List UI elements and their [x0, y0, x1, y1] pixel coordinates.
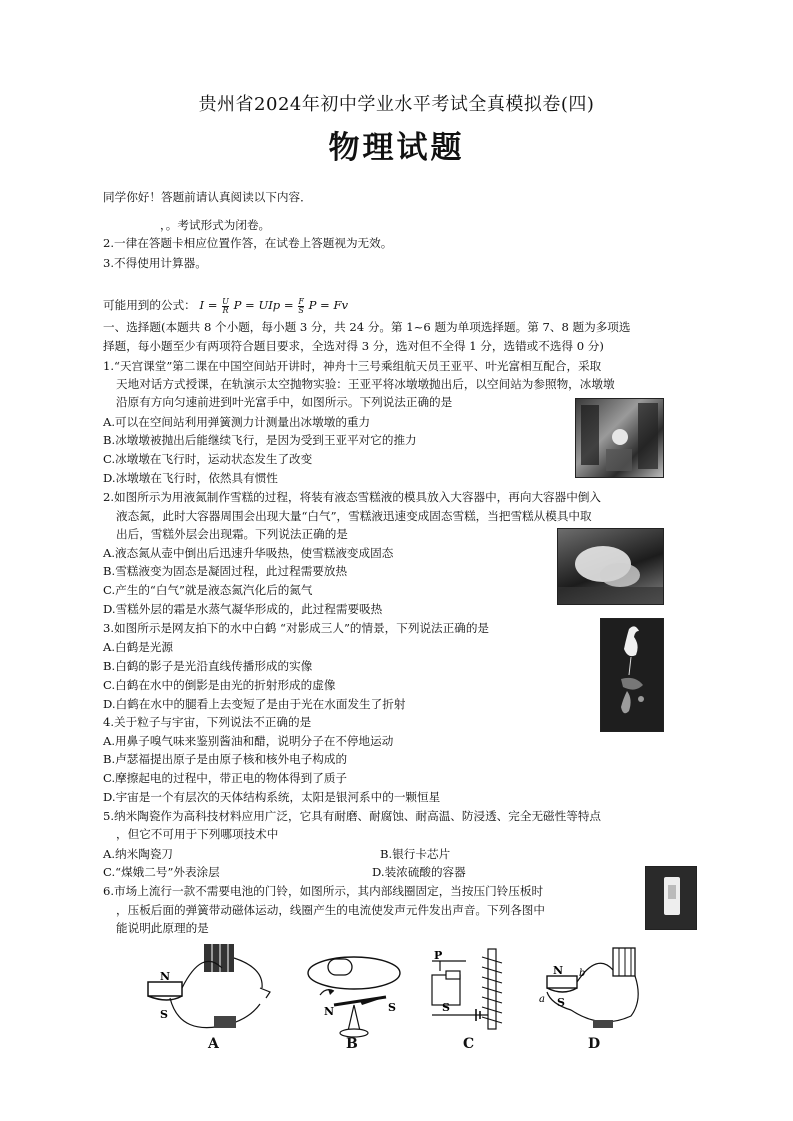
q2-stem-1: 2.如图所示为用液氮制作雪糕的过程，将装有液态雪糕液的模具放入大容器中，再向大容器中倒入 — [103, 490, 602, 504]
q5-option-d: D.装浓硫酸的容器 — [372, 865, 466, 879]
instruction-greeting: 同学你好！答题前请认真阅读以下内容． — [103, 190, 312, 204]
q1-option-d: D.冰墩墩在飞行时，依然具有惯性 — [103, 471, 278, 485]
figure-b-s-label: S — [388, 1001, 396, 1014]
q4-option-a: A.用鼻子嗅气味来鉴别酱油和醋，说明分子在不停地运动 — [103, 734, 394, 748]
q1-space-station-photo — [575, 398, 664, 478]
q3-option-a: A.白鹤是光源 — [103, 640, 174, 654]
q5-stem-2: ，但它不可用于下列哪项技术中 — [116, 827, 279, 841]
q2-liquid-nitrogen-photo — [557, 528, 664, 605]
q6-stem-2: ，压板后面的弹簧带动磁体运动，线圈产生的电流使发声元件发出声音。下列各图中 — [116, 903, 545, 917]
q5-option-b: B.银行卡芯片 — [380, 847, 451, 861]
q2-stem-2: 液态氮，此时大容器周围会出现大量“白气”，雪糕液迅速变成固态雪糕，当把雪糕从模具中取 — [116, 509, 592, 523]
q5-option-c: C.“煤娥二号”外表涂层 — [103, 865, 220, 879]
section-heading-1: 一、选择题(本题共 8 个小题，每小题 3 分，共 24 分。第 1~6 题为单项选择题。第 7、8 题为多项选 — [103, 320, 631, 334]
instruction-note-1: ，。考试形式为闭卷。 — [160, 218, 271, 232]
figure-d-a-label: a — [539, 994, 545, 1005]
formula-line — [103, 296, 348, 315]
subject-title: 物理试题 — [328, 130, 465, 166]
figure-b-label: B — [346, 1036, 358, 1052]
figure-d-motor-circuit — [535, 940, 645, 1040]
q4-option-d: D.宇宙是一个有层次的天体结构系统，太阳是银河系中的一颗恒星 — [103, 790, 441, 804]
figure-a-n-label: N — [160, 970, 171, 983]
section-heading-2: 择题，每小题至少有两项符合题目要求，全选对得 3 分，选对但不全得 1 分，选错或不选得 0 分) — [103, 339, 604, 353]
formula-fraction-fs: $\frac{F}{S}$ — [298, 296, 304, 315]
q6-stem-1: 6.市场上流行一款不需要电池的门铃，如图所示，其内部线圈固定，当按压门铃压板时 — [103, 884, 544, 898]
q1-option-c: C.冰墩墩在飞行时，运动状态发生了改变 — [103, 452, 313, 466]
q2-stem-3: 出后，雪糕外层会出现霜。下列说法正确的是 — [116, 527, 348, 541]
instruction-note-3: 3.不得使用计算器。 — [103, 256, 207, 270]
formula-power: P = UIp = — [233, 298, 294, 312]
figure-b-compass-wire — [300, 945, 410, 1045]
q2-option-c: C.产生的“白气”就是液态氮汽化后的氮气 — [103, 583, 313, 597]
q4-option-c: C.摩擦起电的过程中，带正电的物体得到了质子 — [103, 771, 348, 785]
q4-stem-1: 4.关于粒子与宇宙，下列说法不正确的是 — [103, 715, 312, 729]
q1-option-a: A.可以在空间站利用弹簧测力计测量出冰墩墩的重力 — [103, 415, 371, 429]
formula-power-velocity: P = Fv — [308, 298, 349, 312]
figure-d-n-label: N — [553, 964, 564, 977]
exam-title: 贵州省2024年初中学业水平考试全真模拟卷(四) — [198, 94, 595, 115]
figure-c-s-label: S — [442, 1001, 450, 1014]
figure-b-n-label: N — [324, 1005, 335, 1018]
q2-option-b: B.雪糕液变为固态是凝固过程，此过程需要放热 — [103, 564, 348, 578]
q3-option-c: C.白鹤在水中的倒影是由光的折射形成的虚像 — [103, 678, 336, 692]
figure-c-label: C — [463, 1036, 475, 1052]
figure-a-label: A — [208, 1036, 219, 1052]
figure-a-s-label: S — [160, 1008, 168, 1021]
figure-d-s-label: S — [557, 996, 565, 1009]
formula-current: I = — [199, 298, 218, 312]
q4-option-b: B.卢瑟福提出原子是由原子核和核外电子构成的 — [103, 752, 348, 766]
q6-doorbell-photo — [645, 866, 697, 930]
figure-d-label: D — [588, 1036, 601, 1052]
q1-stem-3: 沿原有方向匀速前进到叶光富手中，如图所示。下列说法正确的是 — [116, 395, 453, 409]
figure-c-electromagnet — [420, 945, 520, 1040]
q1-option-b: B.冰墩墩被抛出后能继续飞行，是因为受到王亚平对它的推力 — [103, 433, 417, 447]
q2-option-d: D.雪糕外层的霜是水蒸气凝华形成的，此过程需要吸热 — [103, 602, 383, 616]
q5-stem-1: 5.纳米陶瓷作为高科技材料应用广泛，它具有耐磨、耐腐蚀、耐高温、防浸透、完全无磁性等特点 — [103, 809, 602, 823]
q1-stem-2: 天地对话方式授课，在轨演示太空抛物实验：王亚平将冰墩墩抛出后，以空间站为参照物，冰墩墩 — [116, 377, 615, 391]
q5-option-a: A.纳米陶瓷刀 — [103, 847, 174, 861]
q3-option-b: B.白鹤的影子是光沿直线传播形成的实像 — [103, 659, 313, 673]
figure-a-generator-circuit — [140, 938, 290, 1048]
q3-option-d: D.白鹤在水中的腿看上去变短了是由于光在水面发生了折射 — [103, 697, 406, 711]
formula-fraction-ur: $\frac{U}{R}$ — [222, 296, 229, 315]
figure-d-b-label: b — [579, 968, 586, 979]
q1-stem-1: 1.“天宫课堂”第二课在中国空间站开讲时，神舟十三号乘组航天员王亚平、叶光富相互配合，采取 — [103, 359, 602, 373]
q3-stem-1: 3.如图所示是网友拍下的水中白鹤 “对影成三人”的情景，下列说法正确的是 — [103, 621, 490, 635]
q6-stem-3: 能说明此原理的是 — [116, 921, 209, 935]
instruction-note-2: 2.一律在答题卡相应位置作答，在试卷上答题视为无效。 — [103, 236, 393, 250]
q3-white-crane-photo — [600, 618, 664, 732]
q2-option-a: A.液态氮从壶中倒出后迅速升华吸热，使雪糕液变成固态 — [103, 546, 394, 560]
formula-label: 可能用到的公式： — [103, 298, 196, 312]
figure-c-p-label: P — [434, 949, 443, 962]
